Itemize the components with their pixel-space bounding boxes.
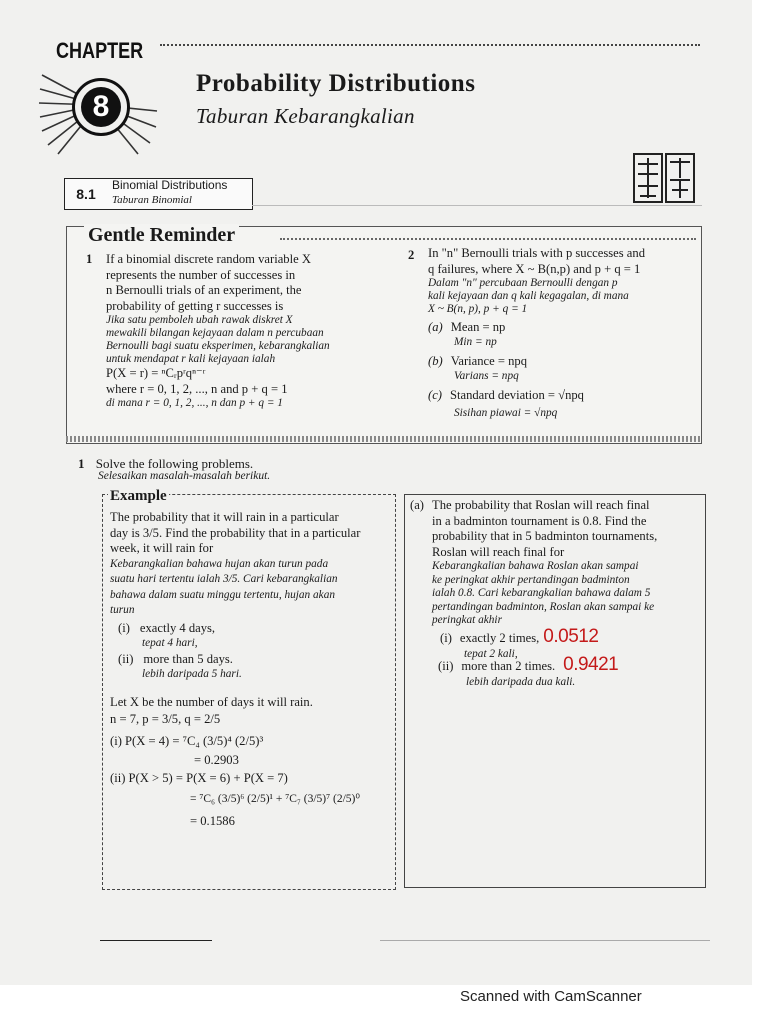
example-line: week, it will rain for [110, 541, 214, 555]
problem-a-malay-line: ialah 0.8. Cari kebarangkalian bahawa dalam 5 [432, 587, 651, 599]
reminder-item-1-line: If a binomial discrete random variable X [106, 252, 311, 266]
part-text-malay: tepat 2 kali, [464, 648, 518, 660]
variance-part [428, 352, 688, 383]
variance-formula-malay: Varians = npq [454, 370, 519, 382]
problem-a-line: in a badminton tournament is 0.8. Find the [432, 513, 647, 528]
part-label: (a) [428, 320, 443, 334]
solution-part-ii: (ii) P(X > 5) = P(X = 6) + P(X = 7) [110, 770, 288, 785]
formula-condition: where r = 0, 1, 2, ..., n and p + q = 1 [106, 381, 288, 396]
reminder-item-1-malay-line: untuk mendapat r kali kejayaan ialah [106, 353, 276, 365]
solution-let: Let X be the number of days it will rain. [110, 694, 313, 709]
chapter-number: 8 [81, 87, 121, 127]
chapter-label: CHAPTER [56, 38, 144, 63]
binomial-formula: P(X = r) = ⁿCᵣpʳqⁿ⁻ʳ [106, 366, 206, 380]
problem-a-malay-line: Kebarangkalian bahawa Roslan akan sampai [432, 560, 639, 572]
reminder-item-1-malay-line: Bernoulli bagi suatu eksperimen, kebarangkalian [106, 340, 330, 352]
part-label: (i) [118, 620, 130, 635]
problem-a-body [432, 498, 698, 628]
example-malay-line: suatu hari tertentu ialah 3/5. Cari kebarangkalian [110, 573, 338, 585]
reminder-item-2-line: In "n" Bernoulli trials with p successes and [428, 246, 645, 260]
example-part-ii [118, 650, 388, 681]
reminder-item-2-malay-line: kali kejayaan dan q kali kegagalan, di mana [428, 290, 629, 302]
problem-a-malay-line: pertandingan badminton, Roslan akan sampai ke [432, 600, 655, 613]
question-number: 1 [78, 456, 85, 471]
part-text: exactly 2 times, [459, 631, 540, 645]
example-line: day is 3/5. Find the probability that in a particular [110, 525, 361, 540]
std-dev-formula: Standard deviation = √npq [449, 388, 584, 402]
handwritten-answer: 0.9421 [563, 654, 619, 675]
part-label: (ii) [438, 659, 454, 673]
chapter-number-badge [72, 78, 130, 136]
reminder-item-1-malay-line: Jika satu pemboleh ubah rawak diskret X [106, 314, 293, 326]
section-title: Binomial Distributions [112, 178, 228, 192]
part-text: more than 2 times. [461, 659, 556, 673]
solution-part-ii-result: = 0.1586 [190, 813, 235, 828]
section-rule [252, 205, 702, 206]
problem-a-malay-line: ke peringkat akhir pertandingan badminton [432, 573, 630, 586]
example-title: Example [110, 488, 167, 504]
chapter-title-malay: Taburan Kebarangkalian [196, 104, 415, 128]
solution-part-ii-expansion: = ⁷C₆ (3/5)⁶ (2/5)¹ + ⁷C₇ (3/5)⁷ (2/5)⁰ [190, 793, 360, 805]
mean-part [428, 318, 688, 349]
problem-a-line: Roslan will reach final for [432, 544, 565, 559]
part-label: (c) [428, 388, 442, 402]
solution-params: n = 7, p = 3/5, q = 2/5 [110, 712, 221, 726]
question-text: Solve the following problems. [95, 456, 254, 471]
example-malay-line: bahawa dalam suatu minggu tertentu, hujan akan [110, 588, 335, 601]
reminder-item-1-line: represents the number of successes in [106, 267, 296, 282]
handwritten-answer: 0.0512 [543, 626, 599, 647]
part-text-malay: lebih daripada dua kali. [466, 676, 576, 688]
example-malay-line: turun [110, 604, 135, 616]
footer-rule [100, 940, 212, 941]
problem-a-line: The probability that Roslan will reach final [432, 498, 650, 512]
section-title-malay: Taburan Binomial [112, 194, 192, 206]
reminder-item-number: 1 [86, 252, 93, 266]
part-label: (ii) [118, 651, 134, 666]
reminder-box-shading [66, 436, 700, 442]
section-number: 8.1 [64, 178, 108, 210]
reminder-item-2-malay-line: Dalam "n" percubaan Bernoulli dengan p [428, 277, 618, 289]
reminder-title: Gentle Reminder [84, 224, 239, 247]
reminder-item-2-line: q failures, where X ~ B(n,p) and p + q = 1 [428, 261, 641, 276]
part-text: exactly 4 days, [139, 620, 216, 635]
example-line: The probability that it will rain in a particular [110, 510, 339, 524]
problem-a-malay-line: peringkat akhir [432, 614, 502, 626]
problem-a-label: (a) [410, 498, 424, 512]
chapter-title: Probability Distributions [196, 70, 476, 97]
part-label: (i) [440, 631, 452, 645]
footer-rule-right [380, 940, 710, 941]
reminder-item-1-line: probability of getting r successes is [106, 298, 284, 313]
mean-formula: Mean = np [450, 320, 506, 334]
example-part-i [118, 619, 388, 650]
example-malay-line: Kebarangkalian bahawa hujan akan turun pada [110, 557, 329, 570]
scanner-watermark: Scanned with CamScanner [460, 988, 642, 1005]
std-dev-part [428, 386, 688, 420]
part-text-malay: lebih daripada 5 hari. [142, 667, 242, 680]
mean-formula-malay: Min = np [454, 336, 497, 348]
example-body [110, 510, 388, 829]
part-text-malay: tepat 4 hari, [142, 636, 198, 649]
question-text-malay: Selesaikan masalah-masalah berikut. [98, 470, 271, 482]
problem-a-part-ii [438, 654, 700, 688]
solution-part-i-result: = 0.2903 [194, 753, 239, 767]
reminder-item-2-malay-line: X ~ B(n, p), p + q = 1 [428, 303, 528, 315]
reminder-item-number: 2 [408, 248, 415, 262]
variance-formula: Variance = npq [450, 354, 528, 368]
chinese-seal-icon [632, 150, 698, 206]
header-dotted-rule [160, 44, 700, 46]
part-text: more than 5 days. [143, 651, 233, 666]
std-dev-formula-malay: Sisihan piawai = √npq [454, 407, 558, 419]
reminder-item-2 [428, 246, 688, 420]
problem-a-line: probability that in 5 badminton tournaments, [432, 529, 658, 543]
reminder-item-1-malay-line: mewakili bilangan kejayaan dalam n percubaan [106, 327, 324, 339]
reminder-dotted-rule [280, 238, 696, 240]
reminder-item-1 [106, 252, 368, 410]
part-label: (b) [428, 354, 443, 368]
reminder-item-1-line: n Bernoulli trials of an experiment, the [106, 283, 302, 297]
formula-condition-malay: di mana r = 0, 1, 2, ..., n dan p + q = 1 [106, 397, 283, 409]
solution-part-i: (i) P(X = 4) = ⁷C₄ (3/5)⁴ (2/5)³ [110, 733, 264, 748]
